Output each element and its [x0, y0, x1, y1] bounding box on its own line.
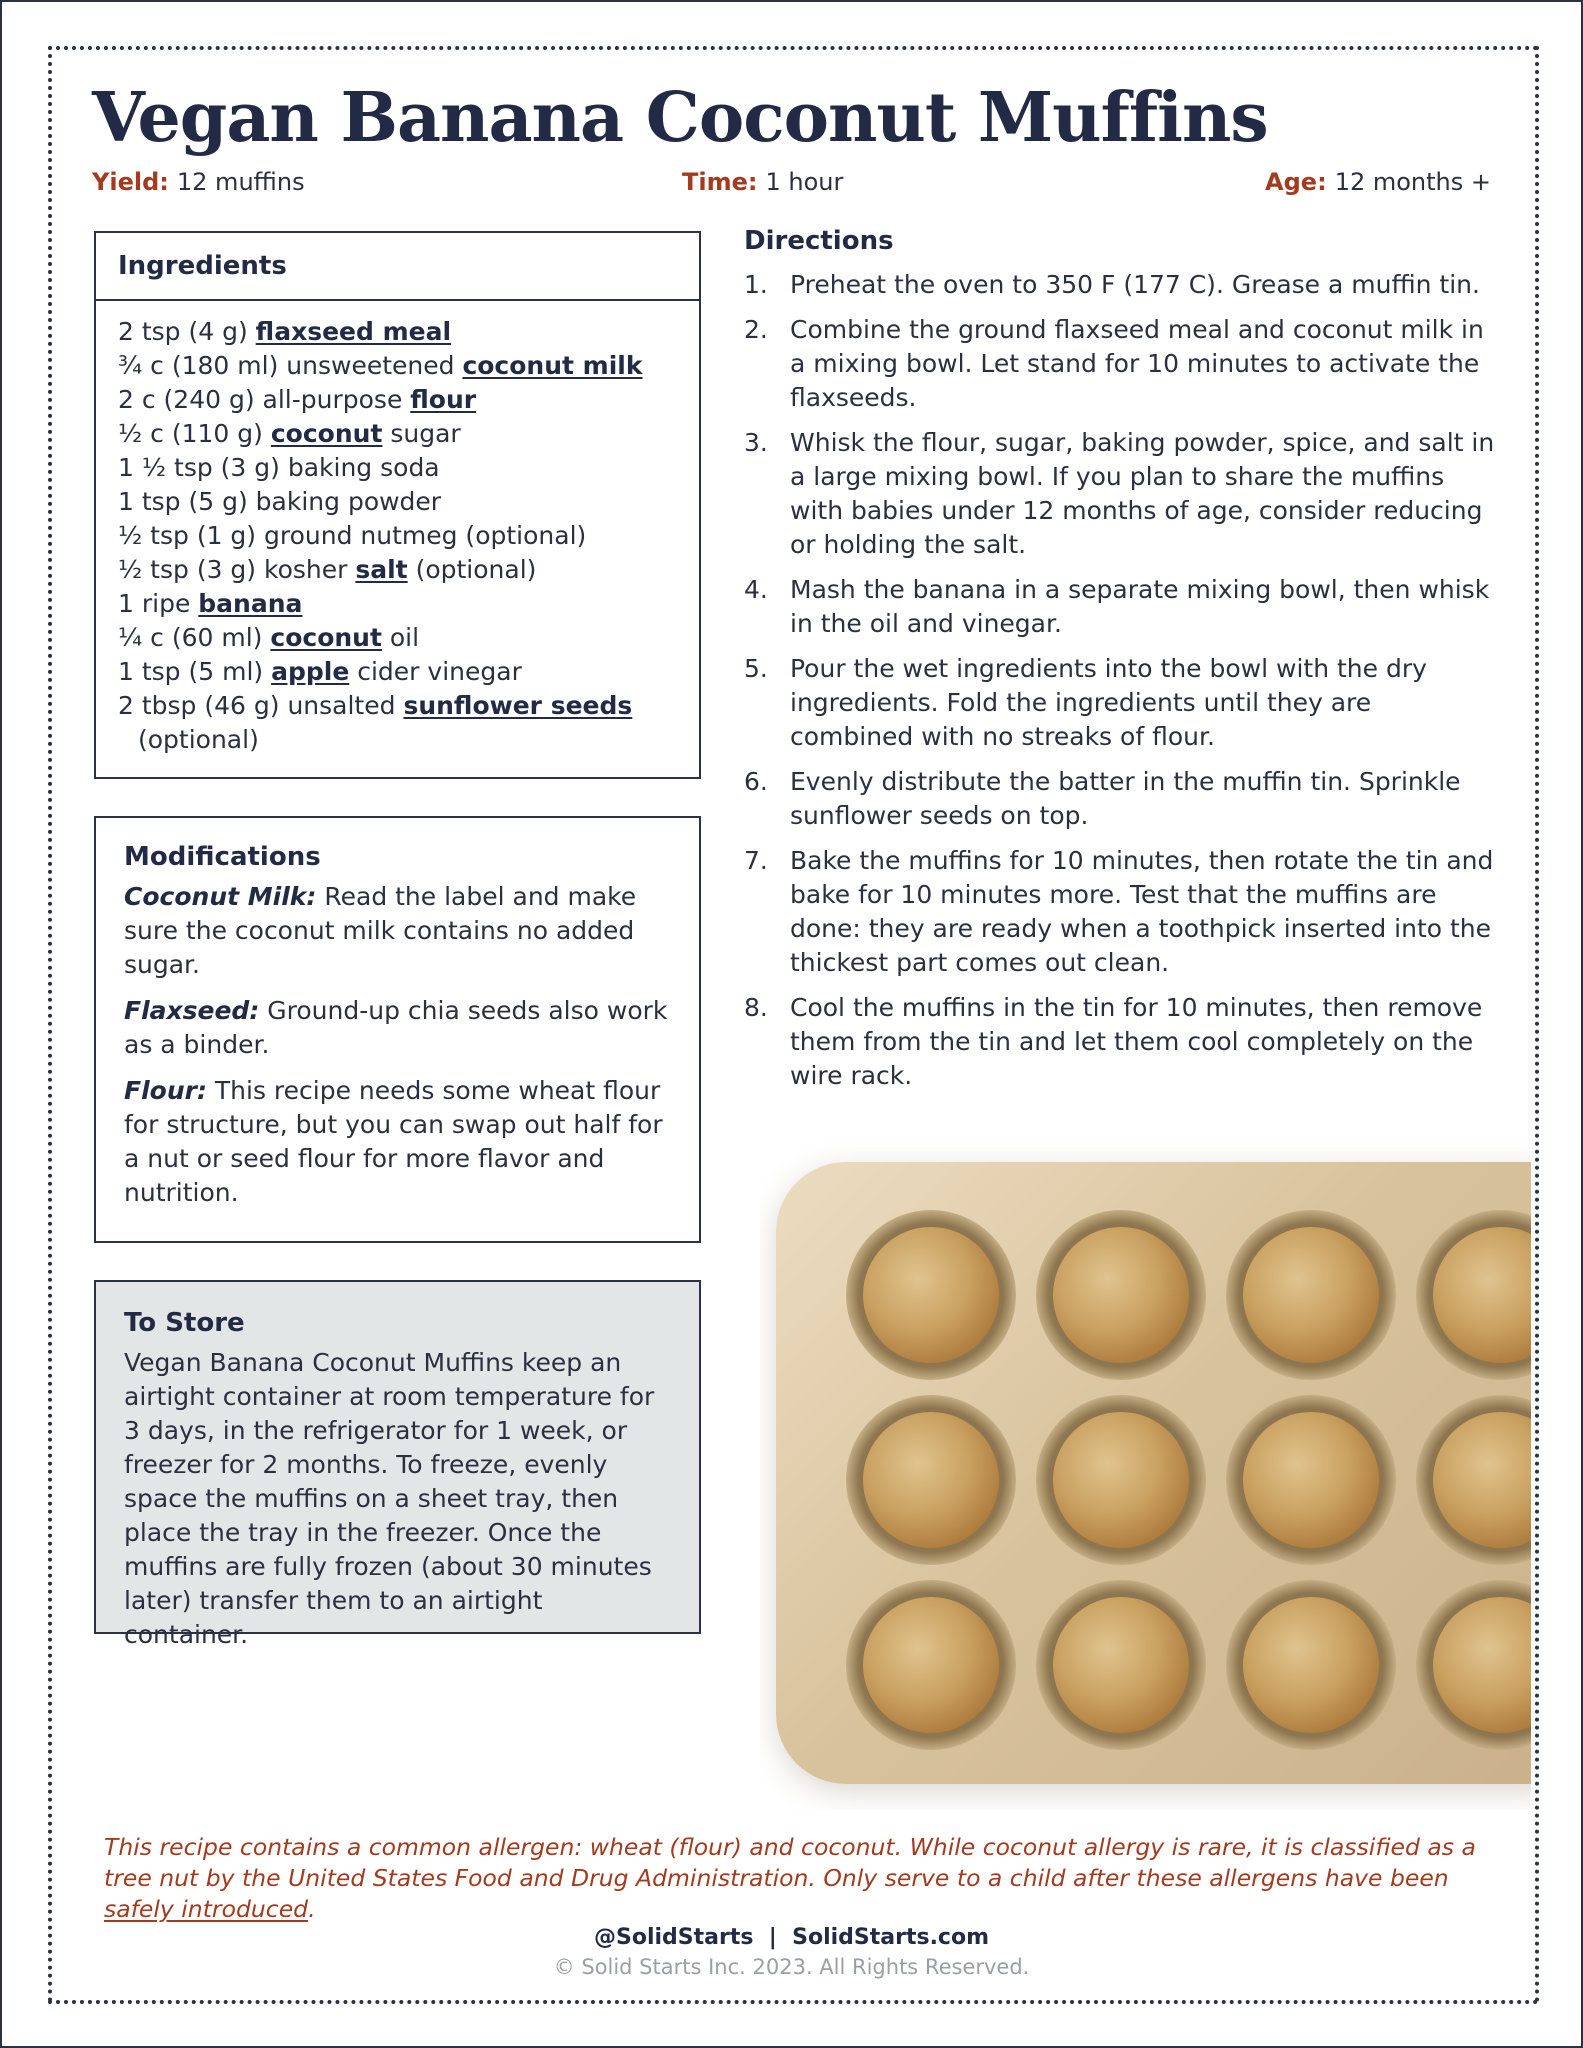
step-text: Bake the muffins for 10 minutes, then rotate the tin and bake for 10 minutes more. Test that the muffins are done: they are ready when a toothpick inserted into the thickest part comes out clean.: [790, 846, 1494, 977]
ingredient-text: 1 ½ tsp (3 g) baking soda: [118, 453, 440, 482]
ingredient-item: [118, 383, 699, 417]
ingredient-text: ½ tsp (1 g) ground nutmeg (optional): [118, 521, 587, 550]
step-number: 7.: [744, 846, 768, 875]
ingredients-list: [96, 301, 699, 757]
ingredient-continuation: (optional): [138, 725, 259, 754]
modification-item: [124, 994, 671, 1062]
step-text: Preheat the oven to 350 F (177 C). Grease a muffin tin.: [790, 270, 1480, 299]
modifications-box: [94, 816, 701, 1243]
time-value: 1 hour: [765, 168, 844, 196]
ingredient-item: [118, 655, 699, 689]
muffin-cup: [1416, 1210, 1531, 1380]
safely-introduced-link[interactable]: safely introduced: [104, 1895, 309, 1923]
step-number: 1.: [744, 270, 768, 299]
ingredient-text: 1 tsp (5 g) baking powder: [118, 487, 442, 516]
time-meta: [682, 168, 843, 196]
direction-step: [744, 991, 1496, 1093]
ingredient-text-after: (optional): [407, 555, 537, 584]
copyright: © Solid Starts Inc. 2023. All Rights Reserved.: [553, 1955, 1030, 1979]
step-text: Mash the banana in a separate mixing bowl, then whisk in the oil and vinegar.: [790, 575, 1490, 638]
direction-step: [744, 844, 1496, 980]
muffin-cup: [1416, 1580, 1531, 1750]
muffin-cup: [846, 1210, 1016, 1380]
direction-step: [744, 268, 1496, 302]
modification-item: [124, 1074, 671, 1210]
modifications-list: [124, 880, 671, 1210]
age-meta: [1265, 168, 1491, 196]
muffin: [1243, 1227, 1379, 1363]
allergen-text: This recipe contains a common allergen: wheat (flour) and coconut. While coconut allergy is rare, it is classified as a tree nut by the United States Food and Drug Administration. Only serve to a child after these allergens have been: [104, 1833, 1476, 1892]
ingredient-item: [118, 417, 699, 451]
muffin-cup: [1036, 1210, 1206, 1380]
muffin: [863, 1597, 999, 1733]
modifications-heading: Modifications: [124, 842, 321, 872]
ingredient-link[interactable]: banana: [198, 589, 303, 618]
ingredient-item: [118, 621, 699, 655]
ingredient-text: ½ c (110 g): [118, 419, 271, 448]
muffin-cup: [1226, 1395, 1396, 1565]
step-text: Combine the ground flaxseed meal and coconut milk in a mixing bowl. Let stand for 10 minutes to activate the flaxseeds.: [790, 315, 1484, 412]
modification-text: Read the label and make sure the coconut milk contains no added sugar.: [124, 882, 637, 979]
ingredient-item: [118, 587, 699, 621]
muffin-cup: [1226, 1580, 1396, 1750]
muffin-tin-photo: [760, 1140, 1531, 1810]
ingredient-text: ¾ c (180 ml) unsweetened: [118, 351, 463, 380]
ingredient-text: 2 c (240 g) all-purpose: [118, 385, 411, 414]
ingredient-link[interactable]: coconut milk: [462, 351, 643, 380]
step-number: 2.: [744, 315, 768, 344]
modification-text: Ground-up chia seeds also work as a binder.: [124, 996, 668, 1059]
ingredient-item: [118, 519, 699, 553]
step-text: Pour the wet ingredients into the bowl with the dry ingredients. Fold the ingredients until they are combined with no streaks of flour.: [790, 654, 1427, 751]
direction-step: [744, 313, 1496, 415]
muffin-tray: [776, 1162, 1531, 1784]
modification-label: Flaxseed:: [124, 996, 260, 1025]
yield-label: Yield:: [92, 168, 169, 196]
ingredient-link[interactable]: flour: [410, 385, 477, 414]
ingredient-item: [118, 689, 699, 757]
ingredient-item: [118, 485, 699, 519]
step-text: Evenly distribute the batter in the muffin tin. Sprinkle sunflower seeds on top.: [790, 767, 1461, 830]
modification-label: Flour:: [124, 1076, 207, 1105]
muffin-cup: [1226, 1210, 1396, 1380]
step-number: 5.: [744, 654, 768, 683]
muffin: [1053, 1412, 1189, 1548]
time-label: Time:: [682, 168, 758, 196]
muffin: [1053, 1227, 1189, 1363]
age-value: 12 months +: [1334, 168, 1491, 196]
direction-step: [744, 652, 1496, 754]
ingredients-heading: Ingredients: [96, 233, 699, 301]
muffin: [1243, 1412, 1379, 1548]
to-store-heading: To Store: [124, 1308, 245, 1338]
ingredient-link[interactable]: sunflower seeds: [403, 691, 633, 720]
ingredient-item: [118, 349, 699, 383]
ingredient-text: 1 ripe: [118, 589, 199, 618]
direction-step: [744, 426, 1496, 562]
social-links[interactable]: @SolidStarts | SolidStarts.com: [593, 1925, 990, 1950]
age-label: Age:: [1265, 168, 1327, 196]
step-number: 4.: [744, 575, 768, 604]
allergen-end: .: [308, 1895, 316, 1923]
step-number: 8.: [744, 993, 768, 1022]
directions-heading: Directions: [744, 226, 894, 256]
ingredient-link[interactable]: salt: [355, 555, 408, 584]
ingredients-box: [94, 231, 701, 779]
ingredient-text-after: oil: [381, 623, 420, 652]
step-number: 6.: [744, 767, 768, 796]
ingredient-link[interactable]: flaxseed meal: [255, 317, 452, 346]
muffin: [1433, 1597, 1531, 1733]
muffin-cup: [846, 1580, 1016, 1750]
ingredient-item: [118, 315, 699, 349]
direction-step: [744, 765, 1496, 833]
allergen-notice: [104, 1832, 1504, 1925]
ingredient-text: ¼ c (60 ml): [118, 623, 271, 652]
to-store-text: Vegan Banana Coconut Muffins keep an airtight container at room temperature for 3 days, in the refrigerator for 1 week, or freezer for 2 months. To freeze, evenly space the muffins on a sheet tray, then place the tray in the freezer. Once the muffins are fully frozen (about 30 minutes later) transfer them to an airtight container.: [124, 1348, 655, 1649]
muffin: [863, 1412, 999, 1548]
step-text: Whisk the flour, sugar, baking powder, spice, and salt in a large mixing bowl. If you plan to share the muffins with babies under 12 months of age, consider reducing or holding the salt.: [790, 428, 1495, 559]
modification-text: This recipe needs some wheat flour for structure, but you can swap out half for a nut or seed flour for more flavor and nutrition.: [124, 1076, 663, 1207]
ingredient-text: 2 tsp (4 g): [118, 317, 256, 346]
to-store-box: [94, 1280, 701, 1649]
muffin: [1433, 1412, 1531, 1548]
muffin: [1433, 1227, 1531, 1363]
ingredient-text-after: cider vinegar: [349, 657, 522, 686]
directions-list: [744, 268, 1496, 1104]
muffin: [1053, 1597, 1189, 1733]
ingredient-link[interactable]: coconut: [270, 419, 383, 448]
muffin: [863, 1227, 999, 1363]
recipe-title: Vegan Banana Coconut Muffins: [92, 78, 1268, 158]
yield-meta: [92, 168, 305, 196]
modification-label: Coconut Milk:: [124, 882, 317, 911]
ingredient-link[interactable]: coconut: [270, 623, 382, 652]
muffin: [1243, 1597, 1379, 1733]
ingredient-link[interactable]: apple: [271, 657, 350, 686]
muffin-cup: [1036, 1580, 1206, 1750]
ingredient-text-after: sugar: [382, 419, 461, 448]
ingredient-text: 2 tbsp (46 g) unsalted: [118, 691, 404, 720]
muffin-cup: [846, 1395, 1016, 1565]
ingredient-item: [118, 553, 699, 587]
ingredient-text: 1 tsp (5 ml): [118, 657, 272, 686]
muffin-cup: [1036, 1395, 1206, 1565]
step-text: Cool the muffins in the tin for 10 minutes, then remove them from the tin and let them cool completely on the wire rack.: [790, 993, 1483, 1090]
step-number: 3.: [744, 428, 768, 457]
yield-value: 12 muffins: [176, 168, 305, 196]
muffin-cup: [1416, 1395, 1531, 1565]
ingredient-text: ½ tsp (3 g) kosher: [118, 555, 356, 584]
modification-item: [124, 880, 671, 982]
direction-step: [744, 573, 1496, 641]
ingredient-item: [118, 451, 699, 485]
